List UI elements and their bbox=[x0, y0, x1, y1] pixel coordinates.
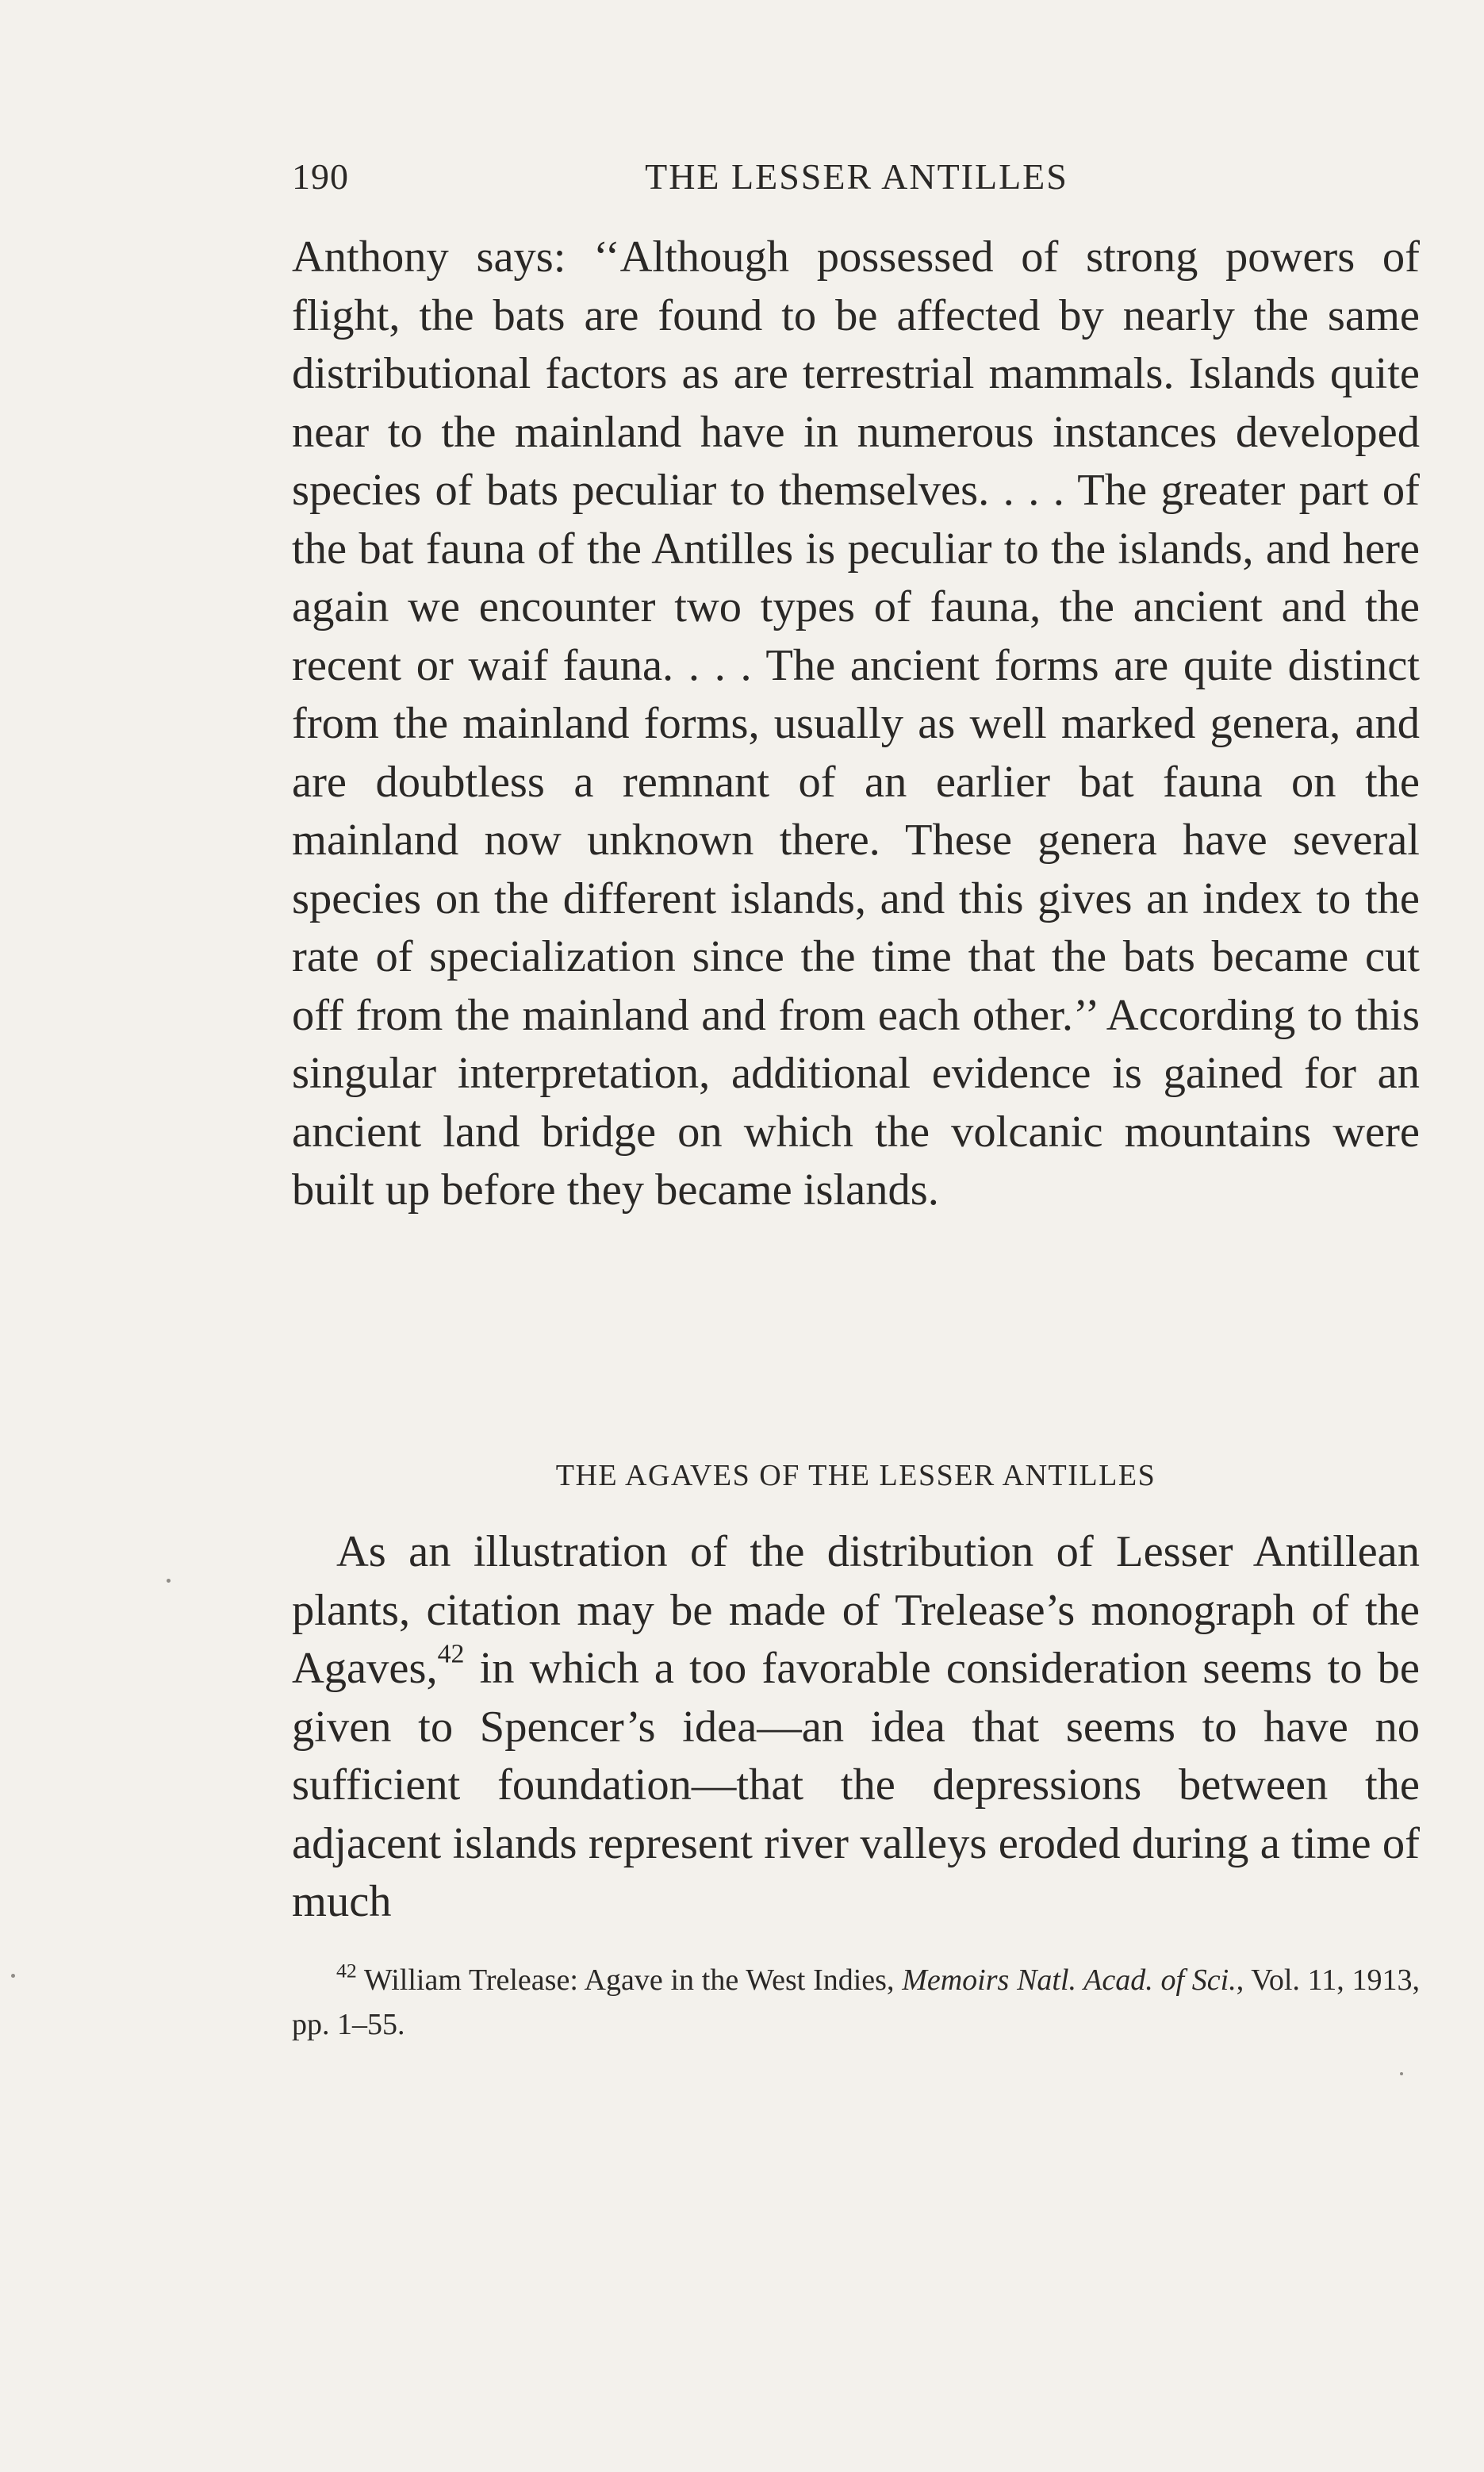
footnote-reference: 42 bbox=[437, 1639, 465, 1669]
footnote-text bbox=[292, 1958, 1420, 2047]
section-heading: THE AGAVES OF THE LESSER ANTILLES bbox=[555, 1459, 1156, 1492]
page-header bbox=[292, 155, 1421, 211]
footnote-author-title: William Trelease: Agave in the West Indies, bbox=[356, 1963, 903, 1997]
footnote-details: , Vol. 11, 1913, pp. 1–55. bbox=[292, 1963, 1420, 2041]
paragraph-agaves-text-2: in which a too favorable consideration seems to be given to Spencer’s idea—an idea that seems to have no sufficient foundation—that the depressions between the adjacent islands represent river valleys eroded during a time of much bbox=[292, 1644, 1420, 1926]
paragraph-bats-quote: Anthony says: ‘‘Although possessed of strong powers of flight, the bats are found to be affected by nearly the same distributional factors as are terrestrial mammals. Islands quite near to the mainland have in numerous instances developed species of bats peculiar to themselves. . . . The greater part of the bat fauna of the Antilles is peculiar to the islands, and here again we encounter two types of fauna, the ancient and the recent or waif fauna. . . . The ancient forms are quite distinct from the mainland forms, usually as well marked genera, and are doubtless a remnant of an earlier bat fauna on the mainland now unknown there. These genera have several species on the different islands, and this gives an index to the rate of specialization since the time that the bats became cut off from the mainland and from each other.’’ According to this singular interpretation, additional evidence is gained for an ancient land bridge on which the volcanic mountains were built up before they became islands. bbox=[292, 232, 1420, 1215]
footnote-marker: 42 bbox=[336, 1959, 357, 1983]
footnote bbox=[292, 1958, 1420, 2047]
paper-speck bbox=[1400, 2072, 1403, 2075]
paper-speck bbox=[167, 1579, 171, 1583]
paper-speck bbox=[11, 1974, 15, 1978]
running-head: THE LESSER ANTILLES bbox=[645, 156, 1068, 197]
footnote-journal: Memoirs Natl. Acad. of Sci. bbox=[902, 1963, 1237, 1997]
page-number: 190 bbox=[292, 156, 349, 197]
paragraph-agaves bbox=[292, 1523, 1420, 1932]
paragraph-agaves-text-1: As an illustration of the distribution of Lesser Antillean plants, citation may be made of Trelease’s monograph of the Agaves, bbox=[292, 1527, 1420, 1693]
